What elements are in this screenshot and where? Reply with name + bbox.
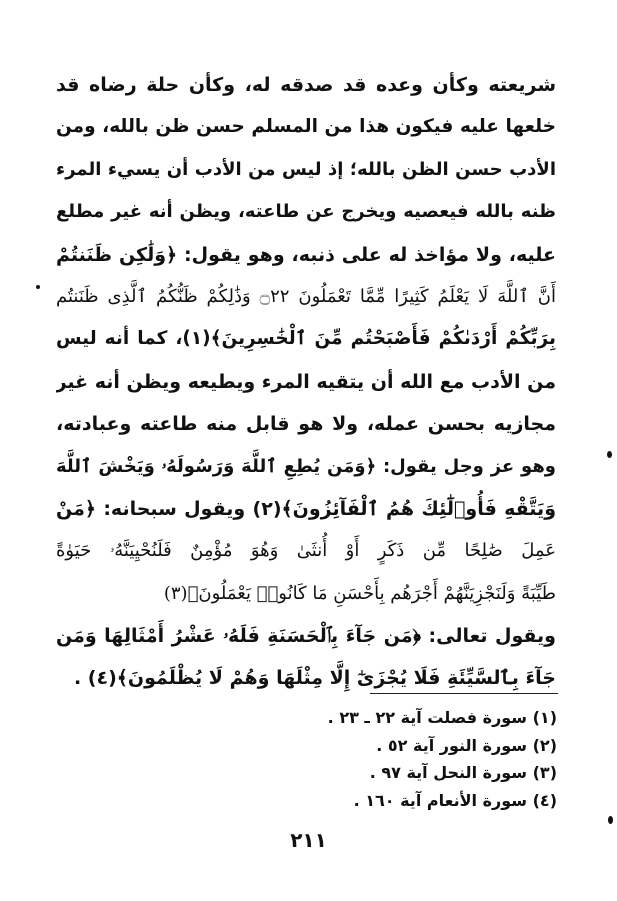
text-line-3: الأدب حسن الظن بالله؛ إذ ليس من الأدب أن يسيء المرء	[56, 158, 556, 180]
text-line-5: عليه، ولا مؤاخذ له على ذنبه، وهو يقول: ﴿وَلَٰكِن ظَنَنتُمْ	[56, 243, 556, 266]
footnote-3: (٣) سورة النحل آية ٩٧ .	[369, 763, 557, 782]
footnote-4: (٤) سورة الأنعام آية ١٦٠ .	[353, 790, 557, 810]
footnotes	[300, 704, 557, 814]
main-text	[56, 64, 556, 700]
text-line-9: مجازيه بحسن عمله، ولا هو قابل منه طاعته وعبادته،	[56, 413, 556, 436]
quran-line-6: أَنَّ ٱللَّهَ لَا يَعْلَمُ كَثِيرًا مِّمَّا تَعْمَلُونَ ۝٢٢ وَذَٰلِكُمْ ظَنُّكُمُ ٱلَّذِى ظَنَنتُم	[56, 285, 556, 307]
quran-line-13: طَيِّبَةً وَلَنَجْزِيَنَّهُمْ أَجْرَهُم بِأَحْسَنِ مَا كَانُوا۟ يَعْمَلُونَ﴾(٣)	[163, 582, 556, 604]
text-line-10: وهو عز وجل يقول: ﴿وَمَن يُطِعِ ٱللَّهَ وَرَسُولَهُۥ وَيَخْشَ ٱللَّهَ	[56, 455, 556, 477]
scan-speck-right-1	[607, 451, 612, 458]
text-line-15: جَآءَ بِٱلسَّيِّئَةِ فَلَا يُجْزَىٰٓ إِلَّا مِثْلَهَا وَهُمْ لَا يُظْلَمُونَ﴾(٤) .	[73, 667, 556, 690]
text-line-2: خلعها عليه فيكون هذا من المسلم حسن ظن بالله، ومن	[56, 116, 556, 138]
footnote-1: (١) سورة فصلت آية ٢٢ ـ ٢٣ .	[327, 708, 557, 727]
text-line-8: من الأدب مع الله أن يتقيه المرء ويطيعه ويظن أنه غير	[56, 370, 556, 393]
footnote-separator	[370, 693, 558, 694]
text-line-14: ويقول تعالى: ﴿مَن جَآءَ بِٱلْحَسَنَةِ فَلَهُۥ عَشْرُ أَمْثَالِهَا وَمَن	[56, 625, 556, 648]
text-line-4: ظنه بالله فيعصيه ويخرج عن طاعته، ويظن أنه غير مطلع	[56, 201, 556, 223]
footnote-2: (٢) سورة النور آية ٥٢ .	[376, 735, 557, 755]
text-line-7: بِرَبِّكُمْ أَرْدَىٰكُمْ فَأَصْبَحْتُم مِّنَ ٱلْخَٰسِرِينَ﴾(١)، كما أنه ليس	[56, 328, 556, 350]
scan-speck-left	[36, 285, 40, 289]
text-line-1: شريعته وكأن وعده قد صدقه له، وكأن حلة رضاه قد	[56, 74, 556, 96]
scan-speck-right-2	[608, 816, 613, 824]
text-line-11: وَيَتَّقْهِ فَأُو۟لَٰٓئِكَ هُمُ ٱلْفَآئِزُونَ﴾(٢) ويقول سبحانه: ﴿مَنْ	[56, 497, 556, 520]
quran-line-12: عَمِلَ صَٰلِحًا مِّن ذَكَرٍ أَوْ أُنثَىٰ وَهُوَ مُؤْمِنٌ فَلَنُحْيِيَنَّهُۥ حَيَوٰةً	[56, 540, 556, 562]
page-number: ٢١١	[290, 828, 327, 852]
